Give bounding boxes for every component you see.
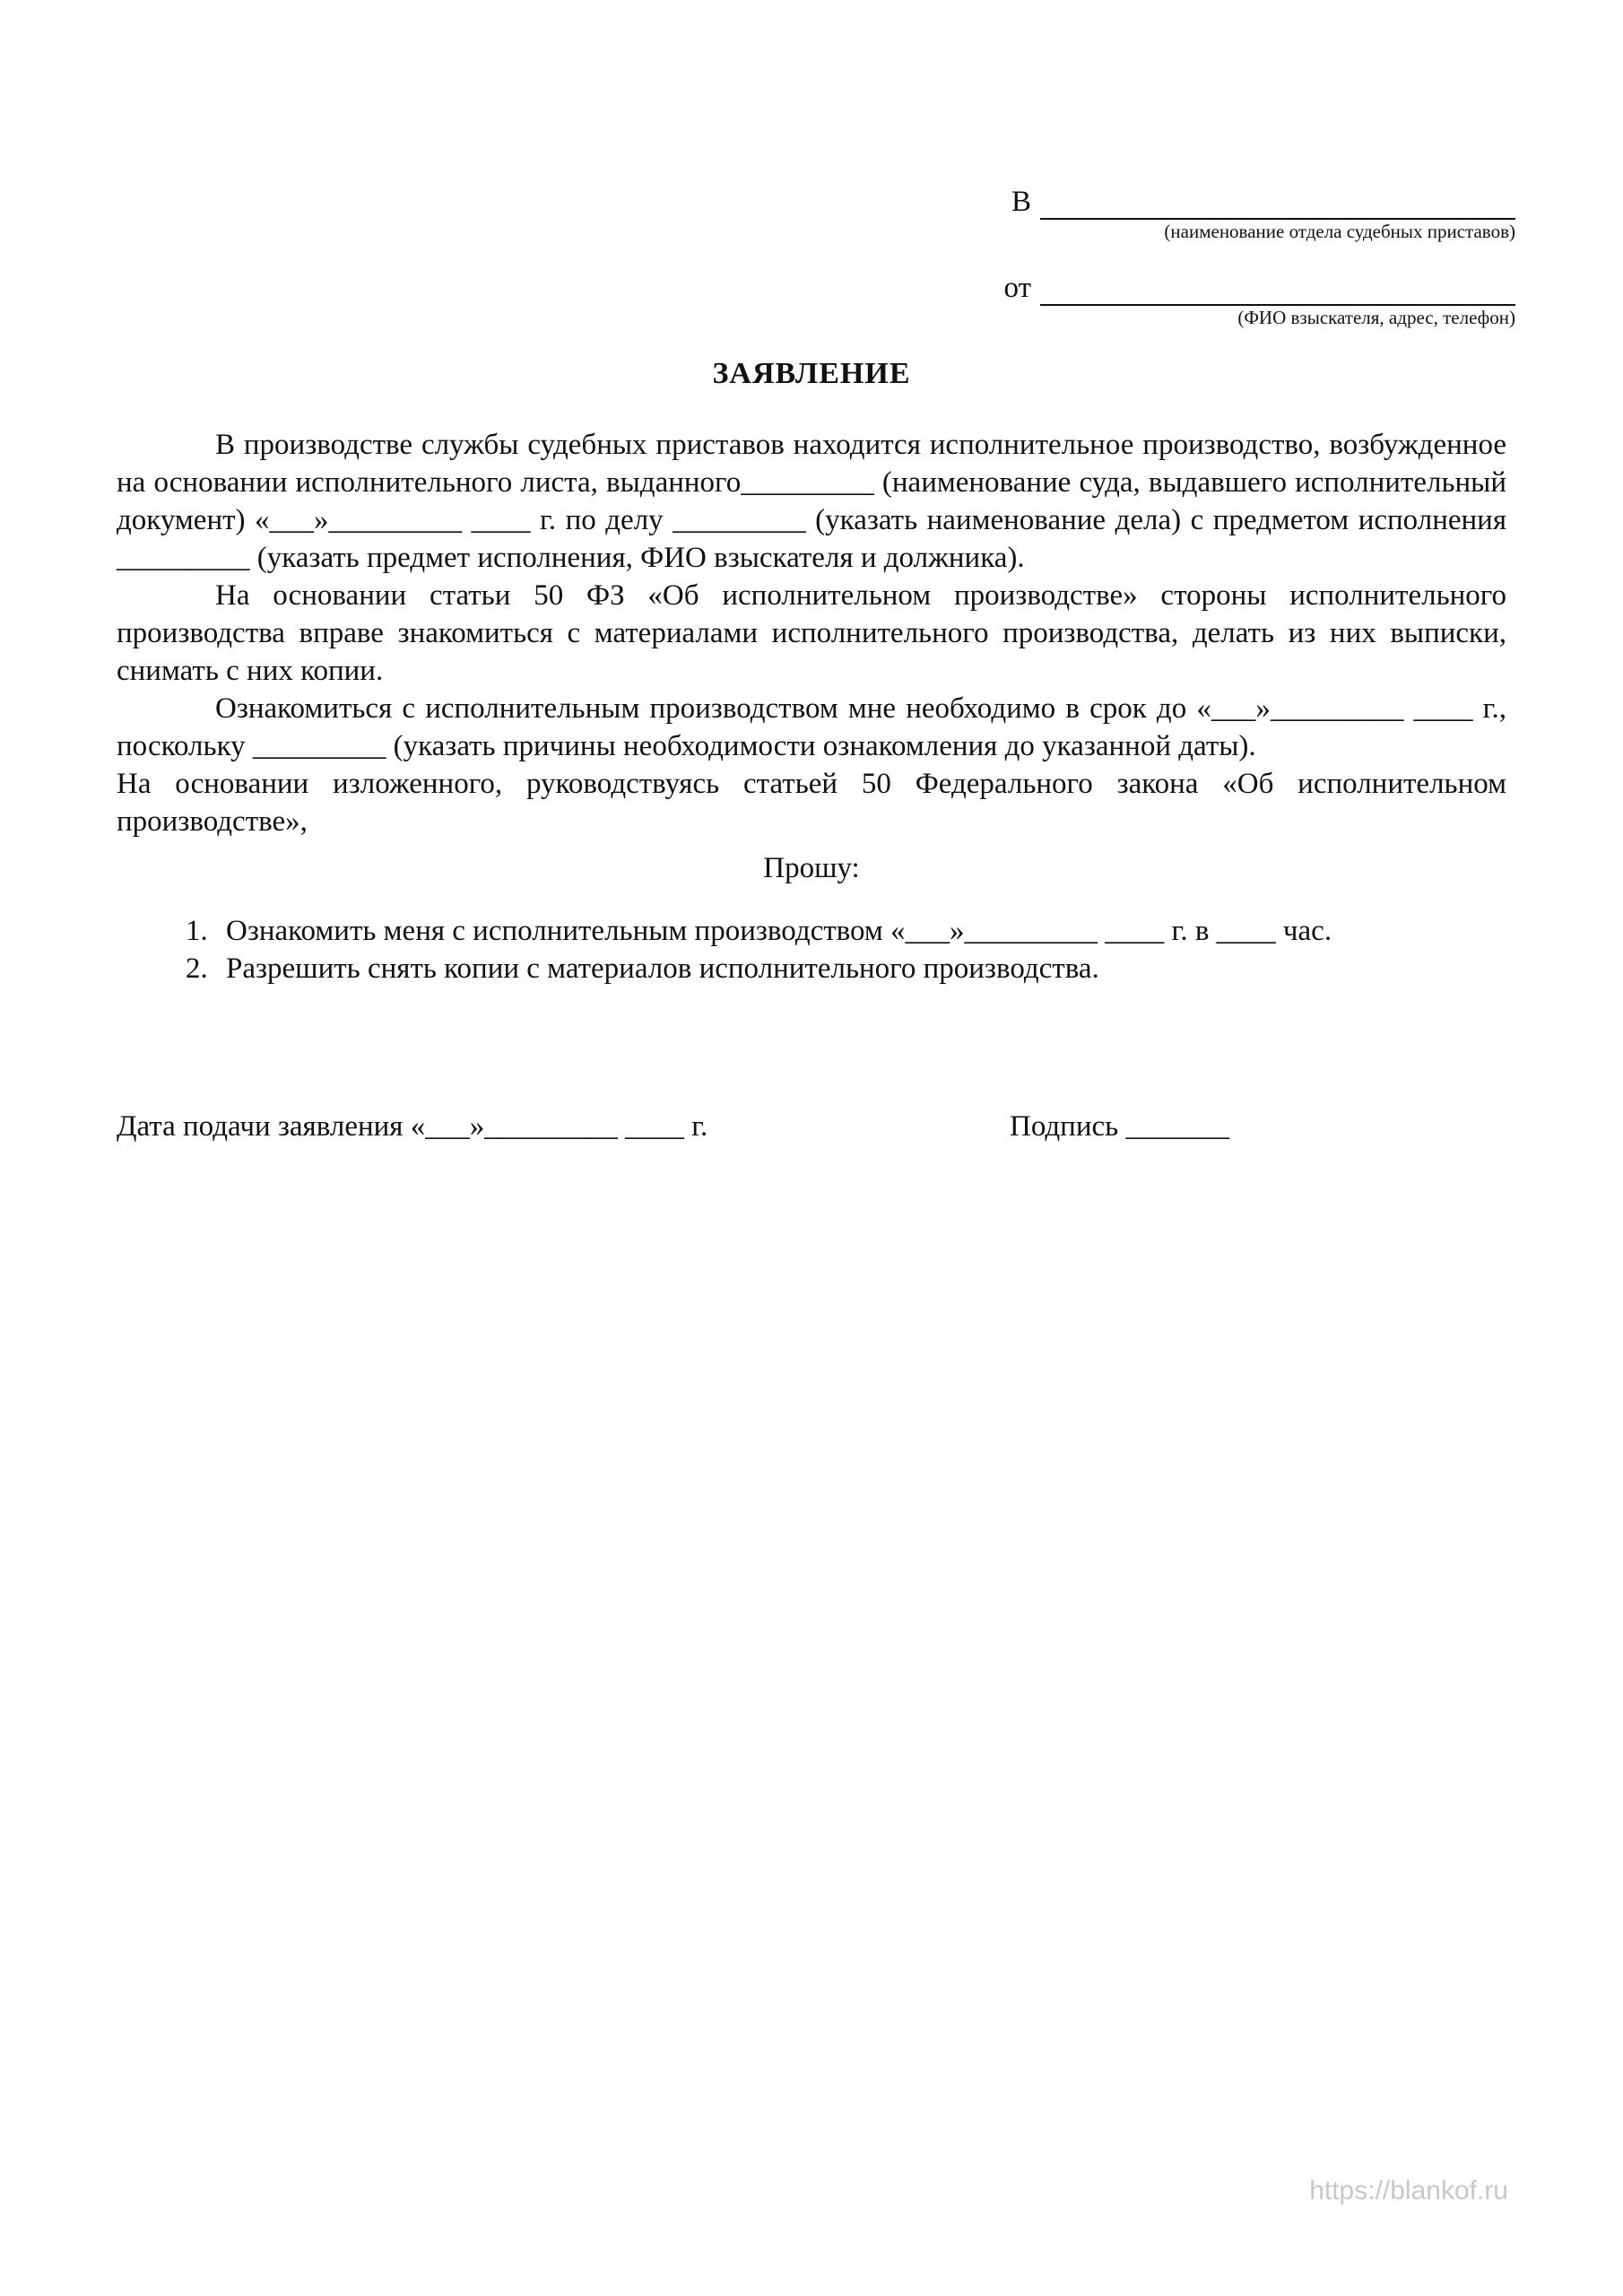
addressee-note: (наименование отдела судебных приставов)	[1164, 221, 1515, 242]
watermark-link[interactable]: https://blankof.ru	[1309, 2176, 1508, 2205]
request-heading: Прошу:	[763, 852, 860, 884]
submission-date-label: Дата подачи заявления «___»_________ ____ г.	[117, 1110, 708, 1143]
sender-row	[977, 270, 1515, 306]
signature-label: Подпись _______	[1010, 1110, 1229, 1143]
sender-prefix: от	[1003, 272, 1031, 304]
paragraph-4: На основании изложенного, руководствуясь статьей 50 Федерального закона «Об исполнительном производстве»,	[117, 768, 1506, 838]
paragraph-3: Ознакомиться с исполнительным производством мне необходимо в срок до «___»_________ ____ г., поскольку _________ (указать причины необходимости ознакомления до указанной даты).	[117, 692, 1506, 762]
document-body	[117, 426, 1506, 987]
paragraph-1: В производстве службы судебных приставов находится исполнительное производство, возбужденное на основании исполнительного листа, выданного_________ (наименование суда, выдавшего исполнительный документ) «___»_________ ____ г. по делу _________ (указать наименование дела) с предметом исполнения _________ (указать предмет исполнения, ФИО взыскателя и должника).	[117, 429, 1506, 574]
request-list	[117, 912, 1506, 987]
paragraph-2: На основании статьи 50 ФЗ «Об исполнительном производстве» стороны исполнительного производства вправе знакомиться с материалами исполнительного производства, делать из них выписки, снимать с них копии.	[117, 579, 1506, 687]
addressee-row	[977, 184, 1515, 220]
sender-line	[1040, 277, 1515, 306]
request-item-1: 1. Ознакомить меня с исполнительным производством «___»_________ ____ г. в ____ час.	[215, 912, 1506, 950]
document-title: ЗАЯВЛЕНИЕ	[712, 357, 911, 390]
addressee-block	[977, 184, 1515, 356]
sender-note: (ФИО взыскателя, адрес, телефон)	[1237, 307, 1515, 328]
addressee-prefix: В	[1011, 186, 1031, 218]
request-item-2: 2. Разрешить снять копии с материалов исполнительного производства.	[215, 950, 1506, 987]
addressee-line	[1040, 191, 1515, 220]
